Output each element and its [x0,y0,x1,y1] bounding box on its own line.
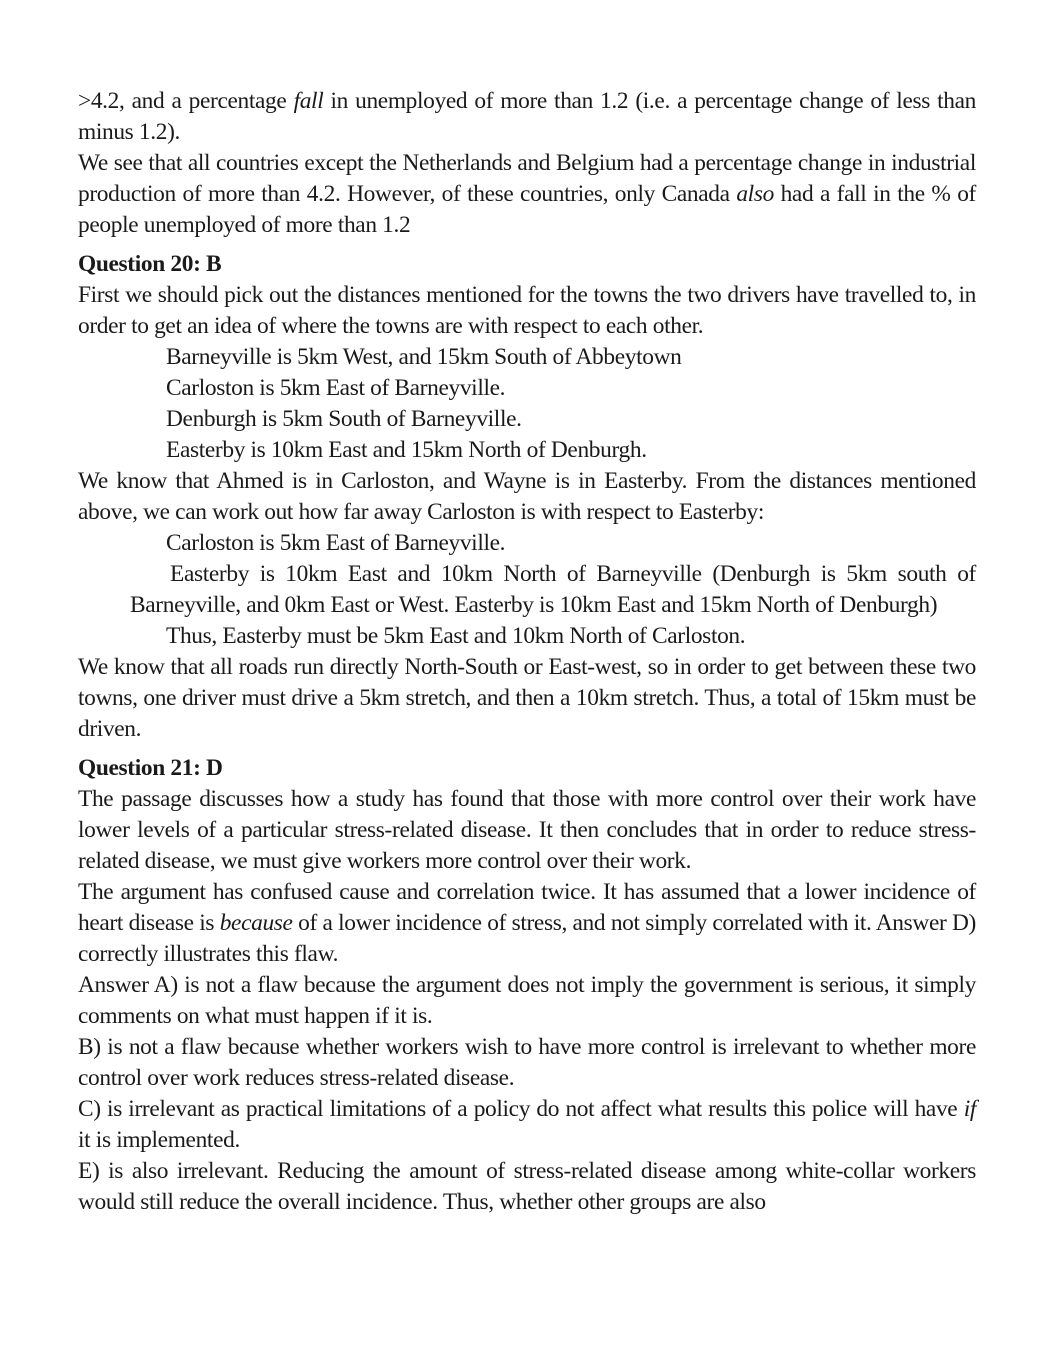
intro-paragraph-1 [78,86,976,148]
q21-text: of a lower incidence of stress, and not simply correlated with it. Answer D) correctly illustrates this flaw. [78,910,976,967]
q20-fact: Easterby is 10km East and 15km North of Denburgh. [166,437,647,463]
q20-paragraph-2: We know that Ahmed is in Carloston, and Wayne is in Easterby. From the distances mentioned above, we can work out how far away Carloston is with respect to Easterby: [78,468,976,525]
q21-paragraph-5 [78,1094,976,1156]
q21-paragraph-6: E) is also irrelevant. Reducing the amount of stress-related disease among white-collar workers would still reduce the overall incidence. Thus, whether other groups are also [78,1158,976,1215]
q21-paragraph-1: The passage discusses how a study has found that those with more control over their work have lower levels of a particular stress-related disease. It then concludes that in order to reduce stress-related disease, we must give workers more control over their work. [78,786,976,874]
q20-step: Easterby is 10km East and 10km North of Barneyville (Denburgh is 5km south of Barneyville, and 0km East or West. Easterby is 10km East and 15km North of Denburgh) [130,561,976,618]
q21-text: C) is irrelevant as practical limitations of a policy do not affect what results this police will have [78,1096,964,1122]
question-21-heading: Question 21: D [78,755,223,781]
q20-paragraph-3: We know that all roads run directly North-South or East-west, so in order to get between these two towns, one driver must drive a 5km stretch, and then a 10km stretch. Thus, a total of 15km must be driven. [78,654,976,742]
q20-fact: Barneyville is 5km West, and 15km South of Abbeytown [166,344,682,370]
q20-step: Carloston is 5km East of Barneyville. [166,530,506,556]
q21-text: The argument has confused cause and correlation twice. It has assumed that a lower incidence of heart disease is [78,879,976,936]
intro-text: in unemployed of more than 1.2 (i.e. a percentage change of less than minus 1.2). [78,88,976,145]
q20-fact: Denburgh is 5km South of Barneyville. [166,406,522,432]
question-20-heading: Question 20: B [78,251,222,277]
intro-paragraph-2 [78,148,976,241]
q21-text: it is implemented. [78,1127,240,1153]
emphasis-text: if [963,1096,976,1122]
q21-paragraph-4: B) is not a flaw because whether workers wish to have more control is irrelevant to whether more control over work reduces stress-related disease. [78,1034,976,1091]
intro-text: We see that all countries except the Netherlands and Belgium had a percentage change in industrial production of more than 4.2. However, of these countries, only Canada [78,150,976,207]
emphasis-text: fall [293,88,324,114]
q20-fact: Carloston is 5km East of Barneyville. [166,375,506,401]
emphasis-text: also [736,181,774,207]
q20-step: Thus, Easterby must be 5km East and 10km North of Carloston. [166,623,746,649]
intro-text: had a fall in the % of people unemployed of more than 1.2 [78,181,976,238]
q21-paragraph-3: Answer A) is not a flaw because the argument does not imply the government is serious, it simply comments on what must happen if it is. [78,972,976,1029]
intro-text: >4.2, and a percentage [78,88,294,114]
q20-paragraph-1: First we should pick out the distances mentioned for the towns the two drivers have travelled to, in order to get an idea of where the towns are with respect to each other. [78,282,976,339]
emphasis-text: because [219,910,293,936]
q21-paragraph-2 [78,877,976,970]
